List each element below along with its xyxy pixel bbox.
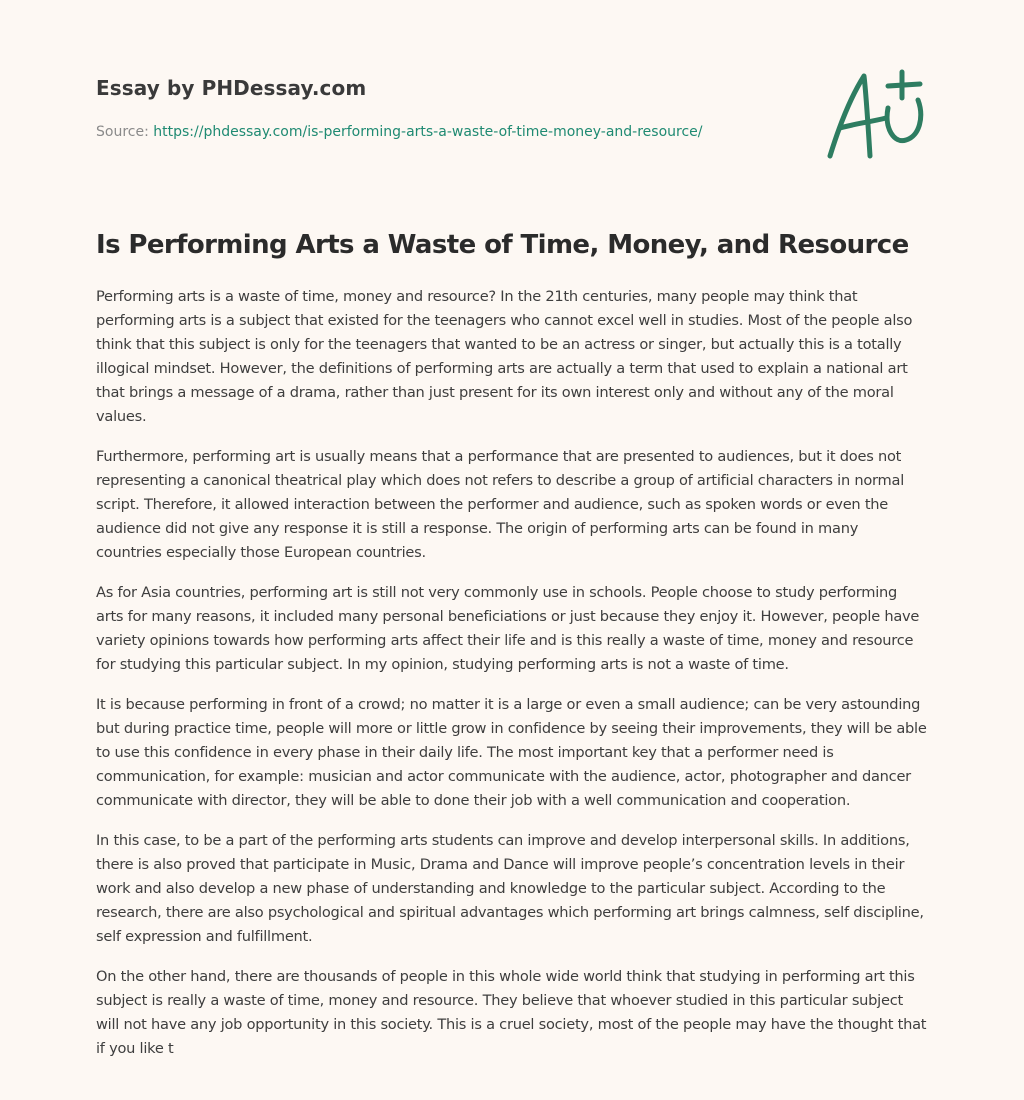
essay-paragraph: Furthermore, performing art is usually means that a performance that are presented to audiences, but it does not representing a canonical theatrical play which does not refers to describe a group of artificial characters in normal script. Therefore, it allowed interaction between the performer and audience, such as spoken words or even the audience did not give any response it is still a response. The origin of performing arts can be found in many countries especially those European countries. <box>96 448 905 561</box>
source-line <box>96 124 703 140</box>
essay-paragraph: In this case, to be a part of the performing arts students can improve and develop interpersonal skills. In additions, there is also proved that participate in Music, Drama and Dance will improve people’s concentration levels in their work and also develop a new phase of understanding and knowledge to the particular subject. According to the research, there are also psychological and spiritual advantages which performing art brings calmness, self discipline, self expression and fulfillment. <box>96 832 924 945</box>
source-label: Source: <box>96 124 149 140</box>
essay-paragraph: Performing arts is a waste of time, money and resource? In the 21th centuries, many people may think that performing arts is a subject that existed for the teenagers who cannot excel well in studies. Most of the people also think that this subject is only for the teenagers that wanted to be an actress or singer, but actually this is a totally illogical mindset. However, the definitions of performing arts are actually a term that used to explain a national art that brings a message of a drama, rather than just present for its own interest only and without any of the moral values. <box>96 288 913 425</box>
source-link[interactable]: https://phdessay.com/is-performing-arts-a-waste-of-time-money-and-resource/ <box>153 124 703 140</box>
site-brand: Essay by PHDessay.com <box>96 76 367 100</box>
essay-title: Is Performing Arts a Waste of Time, Money, and Resource <box>96 230 909 260</box>
essay-body <box>96 285 928 1077</box>
essay-paragraph: As for Asia countries, performing art is still not very commonly use in schools. People choose to study performing arts for many reasons, it included many personal beneficiations or just because they enjoy it. However, people have variety opinions towards how performing arts affect their life and is this really a waste of time, money and resource for studying this particular subject. In my opinion, studying performing arts is not a waste of time. <box>96 584 920 673</box>
a-plus-logo-icon <box>824 68 928 164</box>
essay-paragraph: On the other hand, there are thousands of people in this whole wide world think that studying in performing art this subject is really a waste of time, money and resource. They believe that whoever studied in this particular subject will not have any job opportunity in this society. This is a cruel society, most of the people may have the thought that if you like t <box>96 968 927 1057</box>
essay-paragraph: It is because performing in front of a crowd; no matter it is a large or even a small audience; can be very astounding but during practice time, people will more or little grow in confidence by seeing their improvements, they will be able to use this confidence in every phase in their daily life. The most important key that a performer need is communication, for example: musician and actor communicate with the audience, actor, photographer and dancer communicate with director, they will be able to done their job with a well communication and cooperation. <box>96 696 927 809</box>
